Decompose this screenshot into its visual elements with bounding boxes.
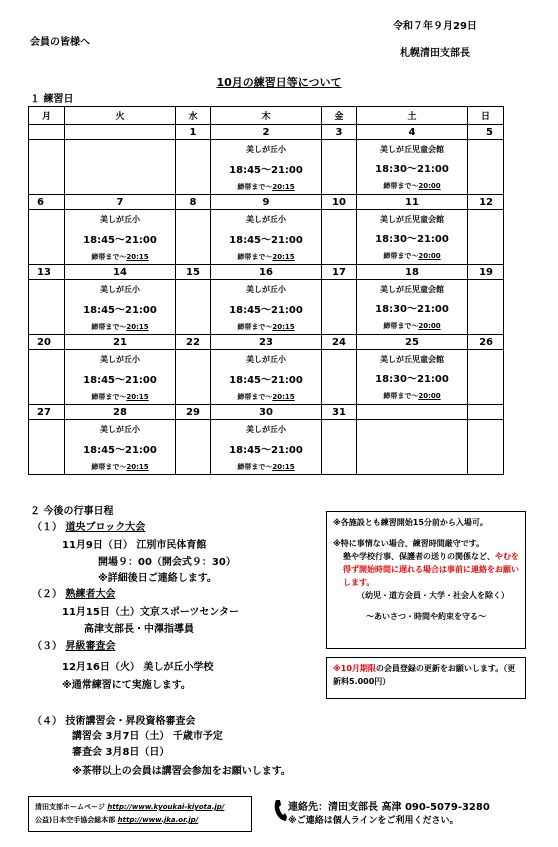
event-time: 18:45～21:00 [229,445,303,456]
date-cell: 30 [211,405,322,420]
event-note [357,391,467,401]
event-2-title: （２） 熟練者大会 [32,589,116,600]
notice-line-1: ※各施設とも練習開始15分前から入場可。 [333,518,488,527]
event-1-date: 11月9日（日） 江別市民体育館 [62,540,207,551]
event-cell [322,280,357,335]
date-cell: 16 [211,265,322,280]
date-row [29,335,504,350]
event-time: 18:45～21:00 [229,375,303,386]
event-3-date: 12月16日（火） 美しが丘小学校 [62,662,214,673]
notice-line-5: ～あいさつ・時間や約束を守る～ [366,612,486,621]
event-time: 18:45～21:00 [83,305,157,316]
contact-info: 連絡先：清田支部長 高津 090-5079-3280 [288,802,490,813]
event-cell [65,420,176,475]
date-cell [468,405,504,420]
event-cell [176,280,211,335]
date-cell: 18 [357,265,468,280]
event-cell [468,280,504,335]
event-cell [29,280,65,335]
date-cell: 22 [176,335,211,350]
event-1-title: （１） 道央ブロック大会 [32,522,146,533]
document-date: 令和７年９月29日 [393,21,477,32]
event-note-label: 締帯まで～ [91,463,127,471]
weekday-header: 金 [322,107,357,125]
event-until: 20:15 [272,183,295,191]
event-time: 18:45～21:00 [83,375,157,386]
sender: 札幌清田支部長 [400,48,470,59]
event-cell [211,140,322,195]
event-cell [357,280,468,335]
event-note-label: 締帯まで～ [237,253,273,261]
renewal-box [326,657,526,699]
event-until: 20:00 [418,392,441,400]
event-until: 20:15 [126,393,149,401]
event-cell [29,140,65,195]
notice-line-3: 塾や学校行事、保護者の送りの関係など、やむを得ず開始時間に遅れる場合は事前に連絡をお願いします。 [343,552,519,587]
event-note-label: 締帯まで～ [237,463,273,471]
event-until: 20:00 [418,182,441,190]
event-place: 美しが丘小 [246,145,286,154]
date-cell: 28 [65,405,176,420]
event-cell [65,140,176,195]
event-1-open: 開場９：00（開会式９：30） [98,557,236,568]
event-until: 20:15 [272,323,295,331]
event-note [211,392,321,402]
event-cell [468,420,504,475]
event-note [211,462,321,472]
event-note-label: 締帯まで～ [237,393,273,401]
event-until: 20:00 [418,252,441,260]
event-time: 18:30～21:00 [375,234,449,245]
date-cell: 7 [65,195,176,210]
event-note-label: 締帯まで～ [237,323,273,331]
event-4-line2: 審査会 3月8日（日） [72,747,170,758]
footer-hp: 清田支部ホームページ http://www.kyoukai-kiyota.jp/ [35,803,225,811]
event-cell [29,350,65,405]
date-cell: 2 [211,125,322,140]
event-2-date: 11月15日（土）文京スポーツセンター [62,607,240,618]
date-cell: 21 [65,335,176,350]
date-cell: 10 [322,195,357,210]
event-until: 20:15 [272,393,295,401]
event-place: 美しが丘小 [246,215,286,224]
date-row [29,195,504,210]
event-note [211,252,321,262]
phone-icon [272,798,288,824]
event-cell [211,210,322,265]
date-cell: 13 [29,265,65,280]
event-cell [211,420,322,475]
footer-links-box [28,796,252,832]
event-cell [322,350,357,405]
date-cell: 29 [176,405,211,420]
event-until: 20:15 [272,463,295,471]
event-note-label: 締帯まで～ [383,252,419,260]
event-place: 美しが丘児童会館 [380,215,444,224]
event-until: 20:15 [126,253,149,261]
date-cell: 9 [211,195,322,210]
event-note [211,322,321,332]
renewal-deadline: ※10月期限 [333,664,376,673]
notice-line-2: ※特に事情ない場合、練習時間厳守です。 [333,539,485,548]
event-cell [176,210,211,265]
event-4-title: （４） 技術講習会・昇段資格審査会 [32,716,196,727]
date-row [29,125,504,140]
date-cell: 20 [29,335,65,350]
weekday-header: 月 [29,107,65,125]
event-time: 18:30～21:00 [375,164,449,175]
event-cell [29,210,65,265]
date-cell [65,125,176,140]
event-note-label: 締帯まで～ [237,183,273,191]
event-place: 美しが丘小 [246,355,286,364]
event-place: 美しが丘小 [100,215,140,224]
weekday-header: 水 [176,107,211,125]
event-cell [322,210,357,265]
event-note [65,462,175,472]
event-time: 18:30～21:00 [375,374,449,385]
event-note-label: 締帯まで～ [383,182,419,190]
event-time: 18:45～21:00 [229,235,303,246]
footer-org: 公益)日本空手協会総本部 http://www.jka.or.jp/ [35,816,199,824]
event-cell [357,420,468,475]
event-place: 美しが丘小 [100,355,140,364]
date-cell: 19 [468,265,504,280]
event-note [65,392,175,402]
event-place: 美しが丘小 [246,285,286,294]
date-cell: 12 [468,195,504,210]
event-note [357,251,467,261]
event-row [29,280,504,335]
date-cell [357,405,468,420]
event-1-note: ※詳細後日ご連絡します。 [98,573,217,584]
event-cell [322,140,357,195]
event-cell [211,280,322,335]
hp-link[interactable]: http://www.kyoukai-kiyota.jp/ [107,803,225,811]
event-time: 18:45～21:00 [229,305,303,316]
date-cell: 15 [176,265,211,280]
event-cell [211,350,322,405]
event-cell [468,140,504,195]
date-cell: 6 [29,195,65,210]
weekday-header: 土 [357,107,468,125]
section-practice-heading: １ 練習日 [30,94,74,105]
weekday-header: 日 [468,107,504,125]
event-place: 美しが丘児童会館 [380,145,444,154]
date-cell: 23 [211,335,322,350]
event-2-sub: 高津支部長・中澤指導員 [84,624,194,635]
event-until: 20:15 [272,253,295,261]
event-cell [176,350,211,405]
contact-note: ※ご連絡は個人ラインをご利用ください。 [288,816,459,826]
date-cell: 27 [29,405,65,420]
event-cell [322,420,357,475]
event-cell [357,350,468,405]
recipient: 会員の皆様へ [30,37,90,48]
org-link[interactable]: http://www.jka.or.jp/ [117,816,199,824]
event-place: 美しが丘児童会館 [380,285,444,294]
event-place: 美しが丘小 [100,285,140,294]
event-note [357,321,467,331]
event-cell [357,140,468,195]
event-until: 20:00 [418,322,441,330]
date-cell: 4 [357,125,468,140]
event-note [65,322,175,332]
weekday-header: 火 [65,107,176,125]
date-cell: 8 [176,195,211,210]
event-3-title: （３） 昇級審査会 [32,641,116,652]
date-cell: 1 [176,125,211,140]
event-cell [65,210,176,265]
event-note-label: 締帯まで～ [91,253,127,261]
event-time: 18:30～21:00 [375,304,449,315]
event-row [29,140,504,195]
weekday-header-row [29,107,504,125]
date-cell: 25 [357,335,468,350]
weekday-header: 木 [211,107,322,125]
event-place: 美しが丘小 [246,425,286,434]
event-note-label: 締帯まで～ [91,393,127,401]
event-note [357,181,467,191]
event-cell [357,210,468,265]
date-cell: 3 [322,125,357,140]
event-cell [65,280,176,335]
date-cell: 24 [322,335,357,350]
event-place: 美しが丘児童会館 [380,355,444,364]
date-cell: 31 [322,405,357,420]
renewal-text: の会員登録の更新をお願いします。（更新料5.000円） [333,664,516,686]
date-row [29,405,504,420]
date-cell: 11 [357,195,468,210]
event-cell [468,210,504,265]
event-note-label: 締帯まで～ [91,323,127,331]
event-until: 20:15 [126,463,149,471]
notice-box [326,511,526,649]
event-cell [176,140,211,195]
event-row [29,420,504,475]
date-cell: 26 [468,335,504,350]
event-row [29,210,504,265]
event-note [65,252,175,262]
notice-line-4: （幼児・道方会員・大学・社会人を除く） [357,591,509,600]
date-cell: 14 [65,265,176,280]
practice-calendar [28,106,504,475]
date-row [29,265,504,280]
event-place: 美しが丘小 [100,425,140,434]
event-cell [29,420,65,475]
date-cell: 17 [322,265,357,280]
event-3-note: ※通常練習にて実施します。 [62,680,191,691]
event-until: 20:15 [126,323,149,331]
event-4-line1: 講習会 3月7日（土） 千歳市予定 [72,731,223,742]
section-events-heading: ２ 今後の行事日程 [30,506,114,517]
date-cell [29,125,65,140]
event-cell [176,420,211,475]
event-cell [65,350,176,405]
date-cell: 5 [468,125,504,140]
event-note-label: 締帯まで～ [383,392,419,400]
event-4-note: ※茶帯以上の会員は講習会参加をお願いします。 [72,766,291,777]
event-time: 18:45～21:00 [83,235,157,246]
event-cell [468,350,504,405]
event-note [211,182,321,192]
document-title: 10月の練習日等について [216,76,342,89]
event-note-label: 締帯まで～ [383,322,419,330]
event-time: 18:45～21:00 [83,445,157,456]
event-row [29,350,504,405]
event-time: 18:45～21:00 [229,165,303,176]
